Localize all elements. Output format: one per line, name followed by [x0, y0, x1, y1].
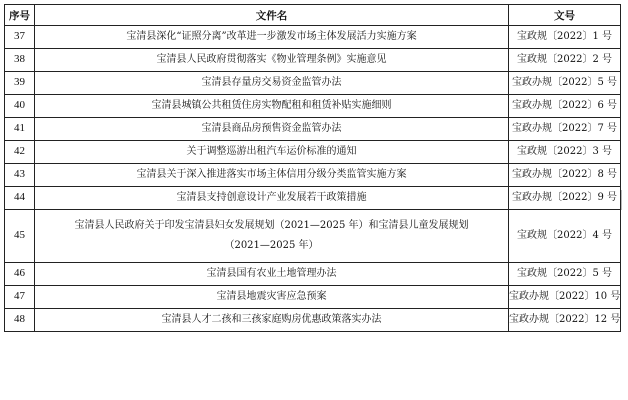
row-file-name-line-1: 宝清县人民政府关于印发宝清县妇女发展规划（2021—2025 年）和宝清县儿童发展规划	[74, 220, 469, 231]
table-row	[5, 26, 621, 49]
row-file-name: 宝清县关于深入推进落实市场主体信用分级分类监管实施方案	[35, 164, 509, 187]
table-row	[5, 95, 621, 118]
table-row	[5, 187, 621, 210]
table-row	[5, 141, 621, 164]
file-list-table	[4, 4, 621, 332]
row-document-number: 宝政办规〔2022〕9 号	[509, 187, 621, 210]
header-document-number: 文号	[509, 5, 621, 26]
table-row	[5, 49, 621, 72]
row-file-name: 宝清县城镇公共租赁住房实物配租和租赁补贴实施细则	[35, 95, 509, 118]
row-number: 44	[5, 187, 35, 210]
row-number: 40	[5, 95, 35, 118]
row-file-name: 宝清县国有农业土地管理办法	[35, 263, 509, 286]
row-file-name: 宝清县支持创意设计产业发展若干政策措施	[35, 187, 509, 210]
document-page	[4, 4, 620, 332]
row-document-number: 宝政办规〔2022〕8 号	[509, 164, 621, 187]
row-file-name: 宝清县地震灾害应急预案	[35, 286, 509, 309]
row-file-name-line-2: （2021—2025 年）	[224, 240, 319, 251]
row-document-number: 宝政办规〔2022〕10 号	[509, 286, 621, 309]
row-document-number: 宝政办规〔2022〕5 号	[509, 72, 621, 95]
row-number: 38	[5, 49, 35, 72]
row-document-number: 宝政规〔2022〕2 号	[509, 49, 621, 72]
table-row	[5, 286, 621, 309]
table-row	[5, 72, 621, 95]
row-file-name: 关于调整巡游出租汽车运价标准的通知	[35, 141, 509, 164]
row-document-number: 宝政办规〔2022〕7 号	[509, 118, 621, 141]
page-edge-marker	[621, 190, 628, 210]
row-document-number: 宝政规〔2022〕1 号	[509, 26, 621, 49]
row-file-name: 宝清县人才二孩和三孩家庭购房优惠政策落实办法	[35, 309, 509, 332]
row-document-number: 宝政规〔2022〕4 号	[509, 210, 621, 263]
row-file-name: 宝清县存量房交易资金监管办法	[35, 72, 509, 95]
row-number: 45	[5, 210, 35, 263]
header-file-name: 文件名	[35, 5, 509, 26]
row-file-name	[35, 210, 509, 263]
row-number: 48	[5, 309, 35, 332]
row-document-number: 宝政办规〔2022〕12 号	[509, 309, 621, 332]
table-row	[5, 118, 621, 141]
row-number: 41	[5, 118, 35, 141]
table-header-row	[5, 5, 621, 26]
header-serial-number: 序号	[5, 5, 35, 26]
row-number: 47	[5, 286, 35, 309]
row-number: 37	[5, 26, 35, 49]
row-document-number: 宝政办规〔2022〕6 号	[509, 95, 621, 118]
table-row	[5, 210, 621, 263]
row-document-number: 宝政规〔2022〕3 号	[509, 141, 621, 164]
table-row	[5, 309, 621, 332]
row-number: 42	[5, 141, 35, 164]
row-number: 46	[5, 263, 35, 286]
table-row	[5, 164, 621, 187]
row-file-name: 宝清县人民政府贯彻落实《物业管理条例》实施意见	[35, 49, 509, 72]
row-number: 39	[5, 72, 35, 95]
row-file-name: 宝清县商品房预售资金监管办法	[35, 118, 509, 141]
row-number: 43	[5, 164, 35, 187]
table-row	[5, 263, 621, 286]
row-file-name: 宝清县深化“证照分离”改革进一步激发市场主体发展活力实施方案	[35, 26, 509, 49]
row-document-number: 宝政规〔2022〕5 号	[509, 263, 621, 286]
